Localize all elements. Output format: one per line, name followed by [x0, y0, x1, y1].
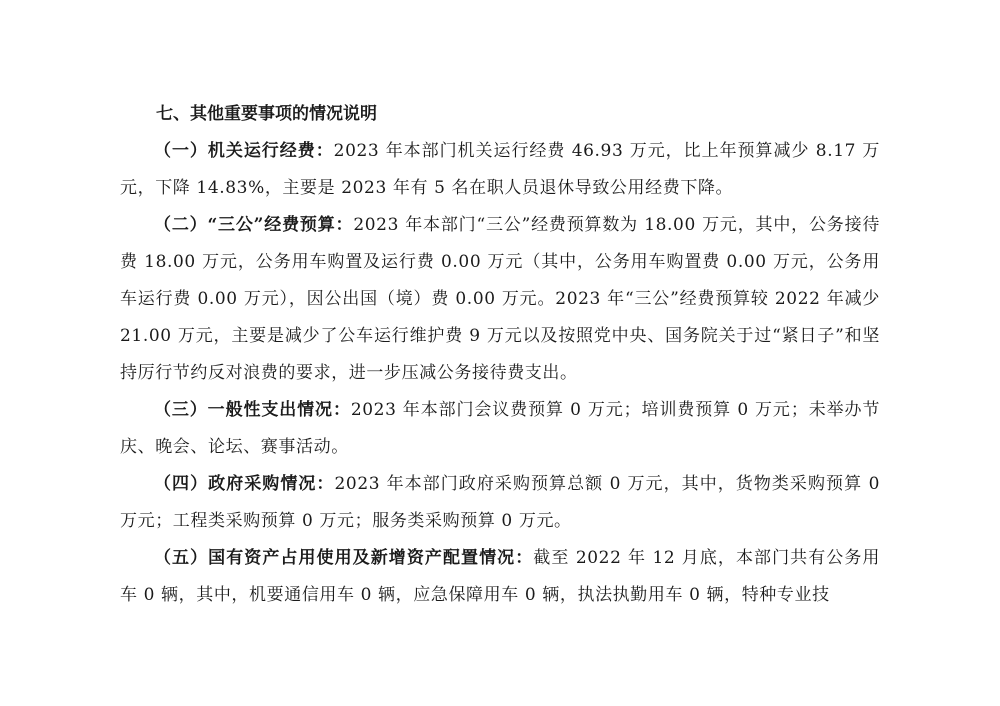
paragraph-lead: （五）国有资产占用使用及新增资产配置情况：	[154, 548, 534, 568]
section-heading: 七、其他重要事项的情况说明	[156, 104, 377, 124]
paragraph-three-public-budget	[120, 207, 880, 392]
paragraph-lead: （二）“三公”经费预算：	[154, 215, 354, 235]
document-page	[120, 96, 880, 614]
paragraph-text: 2023 年本部门政府采购预算总额 0 万元，其中，货物类采购预算 0 万元；工程类采购预算 0 万元；服务类采购预算 0 万元。	[120, 474, 880, 531]
paragraph-text: 2023 年本部门机关运行经费 46.93 万元，比上年预算减少 8.17 万元，下降 14.83%，主要是 2023 年有 5 名在职人员退休导致公用经费下降。	[120, 141, 880, 198]
paragraph-state-assets	[120, 540, 880, 614]
paragraph-lead: （四）政府采购情况：	[154, 474, 335, 494]
paragraph-text: 2023 年本部门会议费预算 0 万元；培训费预算 0 万元；未举办节庆、晚会、论坛、赛事活动。	[120, 400, 880, 457]
paragraph-general-expenses	[120, 392, 880, 466]
paragraph-text: 2023 年本部门“三公”经费预算数为 18.00 万元，其中，公务接待费 18.00 万元，公务用车购置及运行费 0.00 万元（其中，公务用车购置费 0.00 万元，公务用车运行费 0.00 万元），因公出国（境）费 0.00 万元。2023 年“三公”经费预算较 2022 年减少 21.00 万元，主要是减少了公车运行维护费 9 万元以及按照党中央、国务院关于过“紧日子”和坚持厉行节约反对浪费的要求，进一步压减公务接待费支出。	[120, 215, 880, 383]
paragraph-lead: （一）机关运行经费：	[154, 141, 334, 161]
paragraph-lead: （三）一般性支出情况：	[154, 400, 351, 420]
paragraph-text: 截至 2022 年 12 月底，本部门共有公务用车 0 辆，其中，机要通信用车 0 辆，应急保障用车 0 辆，执法执勤用车 0 辆，特种专业技	[120, 548, 880, 605]
paragraph-admin-expenses	[120, 133, 880, 207]
paragraph-government-procurement	[120, 466, 880, 540]
